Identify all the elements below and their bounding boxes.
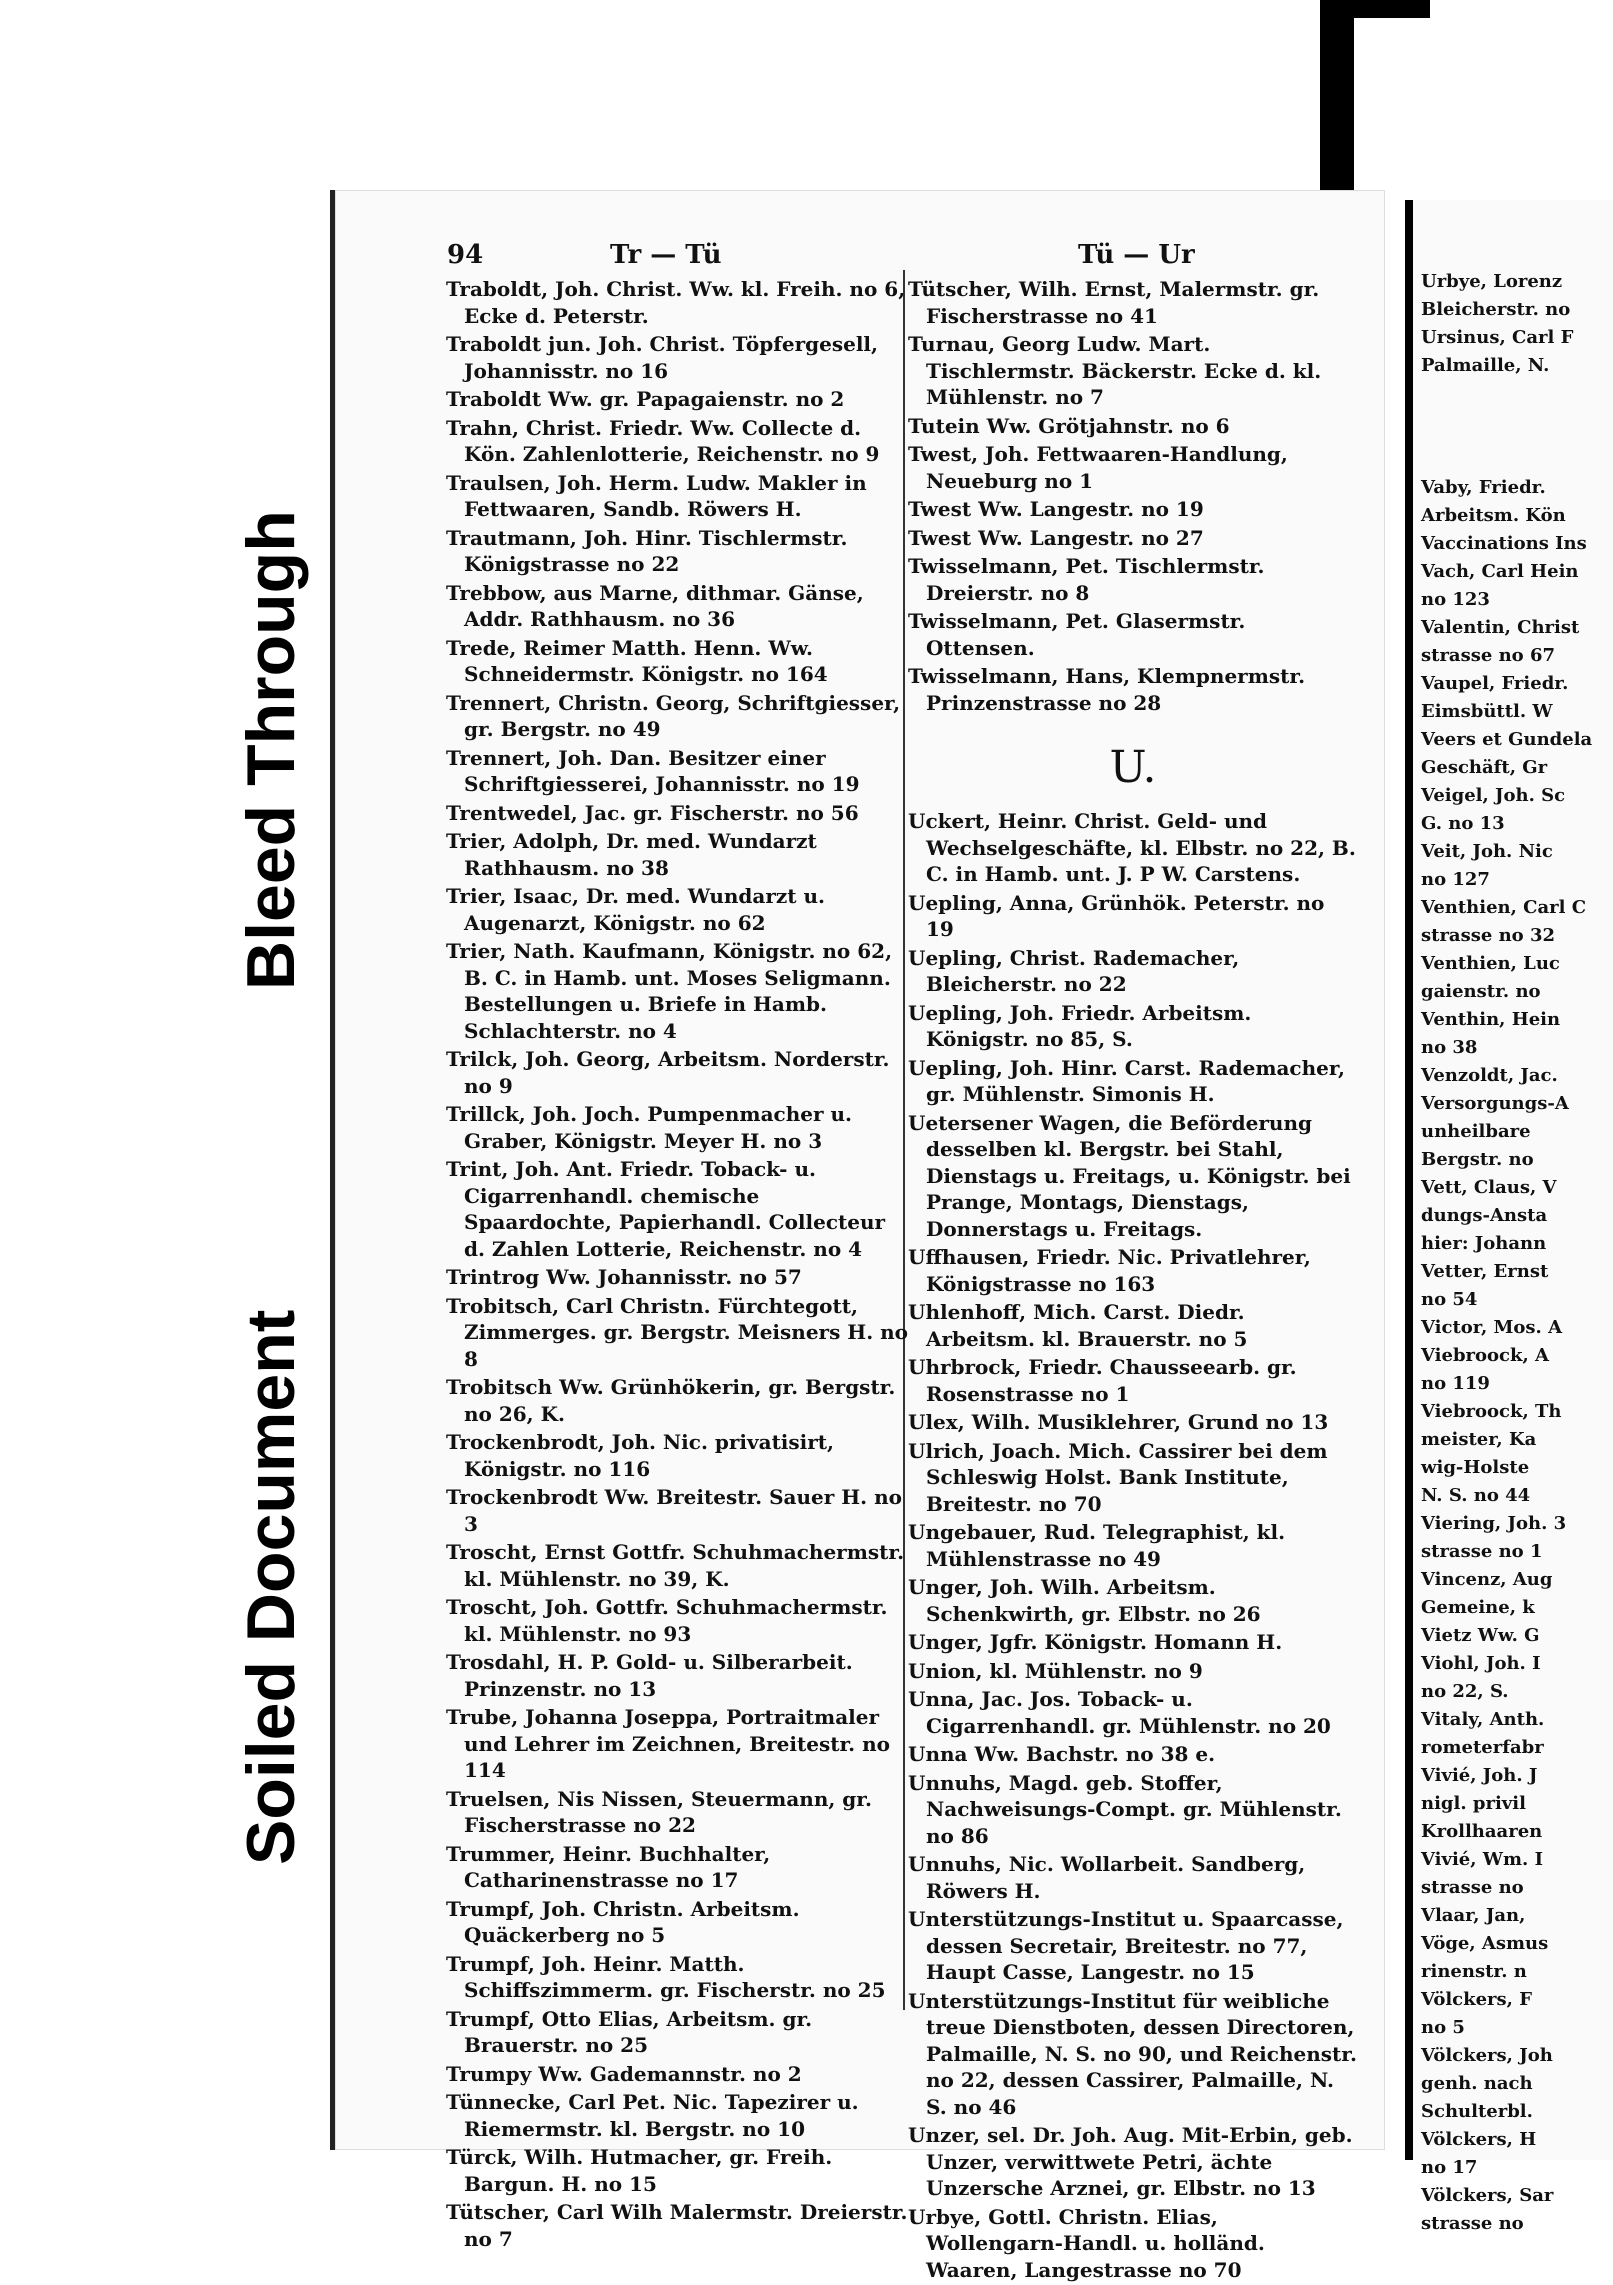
directory-entry-fragment: Palmaille, N. (1421, 355, 1550, 376)
directory-entry-fragment: strasse no 1 (1421, 1541, 1543, 1562)
directory-entry: Turnau, Georg Ludw. Mart. Tischlermstr. Bäckerstr. Ecke d. kl. Mühlenstr. no 7 (908, 332, 1322, 409)
directory-entry-fragment: Vlaar, Jan, (1421, 1905, 1526, 1926)
directory-entry-fragment: Viebroock, Th (1421, 1401, 1562, 1422)
directory-entry: Unger, Joh. Wilh. Arbeitsm. Schenkwirth, gr. Elbstr. no 26 (908, 1575, 1261, 1626)
directory-entry: Uhrbrock, Friedr. Chausseearb. gr. Rosenstrasse no 1 (908, 1355, 1297, 1406)
directory-entry-fragment: Völckers, Joh (1421, 2045, 1553, 2066)
directory-entry-fragment: strasse no (1421, 2213, 1524, 2234)
directory-entry-fragment: Venthien, Luc (1421, 953, 1560, 974)
directory-entry: Trede, Reimer Matth. Henn. Ww. Schneidermstr. Königstr. no 164 (446, 635, 828, 686)
directory-entry: Trobitsch, Carl Christn. Fürchtegott, Zimmerges. gr. Bergstr. Meisners H. no 8 (446, 1293, 909, 1371)
directory-entry-fragment: Viohl, Joh. I (1421, 1653, 1541, 1674)
directory-entry: Unnuhs, Nic. Wollarbeit. Sandberg, Röwers H. (908, 1852, 1306, 1903)
directory-entry: Tütscher, Carl Wilh Malermstr. Dreierstr. no 7 (446, 2200, 908, 2251)
middle-column (908, 276, 1358, 2285)
directory-entry: Trier, Isaac, Dr. med. Wundarzt u. Augenarzt, Königstr. no 62 (446, 884, 825, 935)
directory-entry: Trint, Joh. Ant. Friedr. Toback- u. Cigarrenhandl. chemische Spaardochte, Papierhandl. Collecteur d. Zahlen Lotterie, Reichenstr. no 4 (446, 1157, 886, 1261)
directory-entry: Trumpf, Otto Elias, Arbeitsm. gr. Brauerstr. no 25 (446, 2006, 813, 2057)
directory-entry: Trintrog Ww. Johannisstr. no 57 (446, 1265, 802, 1289)
directory-entry-fragment: Valentin, Christ (1421, 617, 1580, 638)
directory-entry: Trennert, Christn. Georg, Schriftgiesser, gr. Bergstr. no 49 (446, 690, 901, 741)
directory-entry: Unna Ww. Bachstr. no 38 e. (908, 1742, 1216, 1766)
directory-entry: Trier, Nath. Kaufmann, Königstr. no 62, B. C. in Hamb. unt. Moses Seligmann. Bestellungen u. Briefe in Hamb. Schlachterstr. no 4 (446, 939, 893, 1043)
directory-entry-fragment: nigl. privil (1421, 1793, 1526, 1814)
directory-entry-fragment: Geschäft, Gr (1421, 757, 1548, 778)
directory-entry-fragment: Vach, Carl Hein (1421, 561, 1579, 582)
directory-entry: Twisselmann, Pet. Glasermstr. Ottensen. (908, 609, 1246, 660)
directory-entry: Unnuhs, Magd. geb. Stoffer, Nachweisungs-Compt. gr. Mühlenstr. no 86 (908, 1770, 1342, 1848)
directory-entry: Unterstützungs-Institut u. Spaarcasse, dessen Secretair, Breitestr. no 77, Haupt Casse, Langestr. no 15 (908, 1907, 1344, 1984)
top-binding-block (1335, 0, 1430, 18)
directory-entry: Traboldt, Joh. Christ. Ww. kl. Freih. no 6, Ecke d. Peterstr. (446, 277, 906, 328)
directory-entry-fragment: Völckers, F (1421, 1989, 1532, 2010)
directory-entry-fragment: unheilbare (1421, 1121, 1531, 1142)
directory-entry: Trockenbrodt Ww. Breitestr. Sauer H. no 3 (446, 1485, 902, 1536)
directory-entry: Trillck, Joh. Joch. Pumpenmacher u. Graber, Königstr. Meyer H. no 3 (446, 1102, 852, 1153)
directory-entry-fragment: Vetter, Ernst (1421, 1261, 1549, 1282)
directory-entry-fragment: no 123 (1421, 589, 1490, 610)
directory-entry: Trockenbrodt, Joh. Nic. privatisirt, Königstr. no 116 (446, 1430, 834, 1481)
directory-entry: Uckert, Heinr. Christ. Geld- und Wechselgeschäfte, kl. Elbstr. no 22, B. C. in Hamb. unt. J. P W. Carstens. (908, 809, 1356, 886)
directory-entry: Uepling, Joh. Hinr. Carst. Rademacher, gr. Mühlenstr. Simonis H. (908, 1055, 1345, 1106)
directory-entry-fragment: strasse no (1421, 1877, 1524, 1898)
directory-entry: Türck, Wilh. Hutmacher, gr. Freih. Bargun. H. no 15 (446, 2145, 833, 2196)
directory-entry-fragment: Vaby, Friedr. (1421, 477, 1546, 498)
soiled-document-label: Soiled Document (233, 1309, 309, 1865)
directory-entry-fragment: Veit, Joh. Nic (1421, 841, 1553, 862)
directory-entry-fragment: rinenstr. n (1421, 1961, 1527, 1982)
directory-entry: Trube, Johanna Joseppa, Portraitmaler und Lehrer im Zeichnen, Breitestr. no 114 (446, 1705, 890, 1782)
directory-entry: Twest, Joh. Fettwaaren-Handlung, Neueburg no 1 (908, 442, 1288, 493)
directory-entry: Trumpf, Joh. Christn. Arbeitsm. Quäckerberg no 5 (446, 1896, 800, 1947)
directory-entry: Trosdahl, H. P. Gold- u. Silberarbeit. Prinzenstr. no 13 (446, 1650, 853, 1701)
directory-entry-fragment: Veigel, Joh. Sc (1421, 785, 1566, 806)
directory-entry: Uepling, Christ. Rademacher, Bleicherstr. no 22 (908, 945, 1240, 996)
directory-entry: Unna, Jac. Jos. Toback- u. Cigarrenhandl. gr. Mühlenstr. no 20 (908, 1687, 1331, 1738)
directory-entry-fragment: dungs-Ansta (1421, 1205, 1548, 1226)
directory-entry: Urbye, Gottl. Christn. Elias, Wollengarn-Handl. u. holländ. Waaren, Langestrasse no 70 (908, 2204, 1265, 2282)
running-head-right: Tü — Ur (1078, 240, 1195, 270)
directory-entry: Ungebauer, Rud. Telegraphist, kl. Mühlenstrasse no 49 (908, 1520, 1286, 1571)
directory-entry-fragment: Vincenz, Aug (1421, 1569, 1553, 1590)
directory-entry-fragment: gaienstr. no (1421, 981, 1541, 1002)
directory-entry: Troscht, Ernst Gottfr. Schuhmachermstr. kl. Mühlenstr. no 39, K. (446, 1540, 905, 1591)
directory-entry: Uetersener Wagen, die Beförderung desselben kl. Bergstr. bei Stahl, Dienstags u. Freitags, u. Königstr. bei Prange, Montags, Dienstags, Donnerstags u. Freitags. (908, 1110, 1351, 1241)
directory-entry: Union, kl. Mühlenstr. no 9 (908, 1658, 1203, 1683)
directory-entry-fragment: Vaccinations Ins (1421, 533, 1587, 554)
directory-entry: Trahn, Christ. Friedr. Ww. Collecte d. Kön. Zahlenlotterie, Reichenstr. no 9 (446, 415, 880, 466)
directory-entry: Tütscher, Wilh. Ernst, Malermstr. gr. Fischerstrasse no 41 (908, 277, 1320, 328)
directory-entry-fragment: Völckers, Sar (1421, 2185, 1554, 2206)
directory-entry: Twest Ww. Langestr. no 19 (908, 497, 1204, 521)
facing-page (1405, 200, 1613, 2234)
directory-entry: Tünnecke, Carl Pet. Nic. Tapezirer u. Riemermstr. kl. Bergstr. no 10 (446, 2090, 859, 2141)
directory-entry: Unzer, sel. Dr. Joh. Aug. Mit-Erbin, geb. Unzer, verwittwete Petri, ächte Unzersche Arznei, gr. Elbstr. no 13 (908, 2123, 1353, 2200)
directory-entry-fragment: meister, Ka (1421, 1429, 1537, 1450)
directory-entry: Trumpy Ww. Gademannstr. no 2 (446, 2061, 802, 2086)
directory-entry-fragment: Vaupel, Friedr. (1421, 673, 1569, 694)
middle-column-part-a (908, 276, 1358, 716)
directory-entry: Trumpf, Joh. Heinr. Matth. Schiffszimmerm. gr. Fischerstr. no 25 (446, 1951, 886, 2002)
directory-entry-fragment: Bleicherstr. no (1421, 299, 1571, 320)
directory-entry-fragment: no 38 (1421, 1037, 1478, 1058)
directory-entry: Trautmann, Joh. Hinr. Tischlermstr. Königstrasse no 22 (446, 525, 848, 576)
directory-entry: Uepling, Joh. Friedr. Arbeitsm. Königstr. no 85, S. (908, 1000, 1252, 1051)
directory-entry: Ulrich, Joach. Mich. Cassirer bei dem Schleswig Holst. Bank Institute, Breitestr. no 70 (908, 1438, 1328, 1516)
page-number: 94 (447, 240, 484, 270)
directory-entry-fragment: no 119 (1421, 1373, 1490, 1394)
directory-entry-fragment: no 22, S. (1421, 1681, 1509, 1702)
directory-entry-fragment: Arbeitsm. Kön (1421, 505, 1566, 526)
directory-entry: Uffhausen, Friedr. Nic. Privatlehrer, Königstrasse no 163 (908, 1245, 1311, 1296)
directory-entry-fragment: N. S. no 44 (1421, 1485, 1531, 1506)
directory-entry-fragment: Venthin, Hein (1421, 1009, 1561, 1030)
directory-entry: Uepling, Anna, Grünhök. Peterstr. no 19 (908, 890, 1325, 941)
directory-entry: Trentwedel, Jac. gr. Fischerstr. no 56 (446, 800, 859, 825)
middle-column-part-b (908, 808, 1358, 2283)
directory-entry: Ulex, Wilh. Musiklehrer, Grund no 13 (908, 1410, 1329, 1434)
directory-entry: Twisselmann, Pet. Tischlermstr. Dreierstr. no 8 (908, 554, 1265, 605)
directory-entry-fragment: Vett, Claus, V (1421, 1177, 1557, 1198)
directory-entry-fragment: Venzoldt, Jac. (1421, 1065, 1558, 1086)
directory-entry-fragment: Viering, Joh. 3 (1421, 1513, 1567, 1534)
directory-entry-fragment: Schulterbl. (1421, 2101, 1533, 2122)
directory-entry-fragment: Versorgungs-A (1421, 1093, 1569, 1114)
directory-entry-fragment: Venthien, Carl C (1421, 897, 1587, 918)
directory-entry: Uhlenhoff, Mich. Carst. Diedr. Arbeitsm. kl. Brauerstr. no 5 (908, 1300, 1248, 1351)
directory-entry-fragment: Vitaly, Anth. (1421, 1709, 1545, 1730)
directory-entry-fragment: genh. nach (1421, 2073, 1533, 2094)
directory-entry: Trier, Adolph, Dr. med. Wundarzt Rathhausm. no 38 (446, 829, 817, 880)
directory-entry-fragment: Bergstr. no (1421, 1149, 1534, 1170)
bleed-through-label: Bleed Through (233, 510, 309, 990)
directory-entry: Tutein Ww. Grötjahnstr. no 6 (908, 413, 1230, 438)
directory-entry-fragment: Veers et Gundela (1421, 729, 1593, 750)
directory-entry-fragment: Völckers, H (1421, 2129, 1537, 2150)
directory-entry-fragment: Gemeine, k (1421, 1597, 1535, 1618)
directory-entry-fragment: strasse no 32 (1421, 925, 1555, 946)
directory-entry-fragment: no 17 (1421, 2157, 1478, 2178)
directory-entry-fragment: Ursinus, Carl F (1421, 327, 1574, 348)
directory-entry: Traboldt jun. Joh. Christ. Töpfergesell, Johannisstr. no 16 (446, 332, 878, 383)
directory-entry-fragment: Krollhaaren (1421, 1821, 1543, 1842)
directory-entry-fragment: strasse no 67 (1421, 645, 1555, 666)
directory-entry-fragment: rometerfabr (1421, 1737, 1544, 1758)
left-column (446, 276, 908, 2254)
directory-entry-fragment: no 54 (1421, 1289, 1478, 1310)
directory-entry-fragment: Urbye, Lorenz (1421, 271, 1563, 292)
directory-entry-fragment: G. no 13 (1421, 813, 1505, 834)
directory-entry: Unger, Jgfr. Königstr. Homann H. (908, 1630, 1283, 1654)
directory-entry: Traulsen, Joh. Herm. Ludw. Makler in Fettwaaren, Sandb. Röwers H. (446, 470, 867, 521)
directory-entry-fragment: Viebroock, A (1421, 1345, 1549, 1366)
section-letter: U. (1109, 742, 1157, 793)
directory-entry-fragment: Vivié, Joh. J (1421, 1765, 1538, 1786)
directory-entry-fragment: Vietz Ww. G (1421, 1625, 1540, 1646)
running-head-left: Tr — Tü (610, 240, 722, 270)
directory-entry-fragment: no 5 (1421, 2017, 1465, 2038)
directory-entry-fragment: hier: Johann (1421, 1233, 1547, 1254)
directory-entry-fragment: no 127 (1421, 869, 1490, 890)
directory-entry: Trummer, Heinr. Buchhalter, Catharinenstrasse no 17 (446, 1841, 771, 1892)
directory-entry: Unterstützungs-Institut für weibliche treue Dienstboten, dessen Directoren, Palmaille, N. S. no 90, und Reichenstr. no 22, dessen Cassirer, Palmaille, N. S. no 46 (908, 1988, 1357, 2119)
directory-entry: Twisselmann, Hans, Klempnermstr. Prinzenstrasse no 28 (908, 664, 1306, 715)
directory-entry-fragment: Vivié, Wm. I (1421, 1849, 1543, 1870)
directory-entry-fragment: Eimsbüttl. W (1421, 701, 1553, 722)
directory-entry: Traboldt Ww. gr. Papagaienstr. no 2 (446, 387, 845, 411)
directory-entry: Troscht, Joh. Gottfr. Schuhmachermstr. kl. Mühlenstr. no 93 (446, 1595, 888, 1646)
directory-entry: Truelsen, Nis Nissen, Steuermann, gr. Fischerstrasse no 22 (446, 1786, 872, 1837)
directory-entry-fragment: wig-Holste (1421, 1457, 1530, 1478)
directory-entry: Trilck, Joh. Georg, Arbeitsm. Norderstr. no 9 (446, 1047, 890, 1098)
directory-entry-fragment: Vöge, Asmus (1421, 1933, 1549, 1954)
right-column (1413, 270, 1613, 2240)
directory-entry: Trennert, Joh. Dan. Besitzer einer Schriftgiesserei, Johannisstr. no 19 (446, 745, 860, 796)
directory-entry: Trebbow, aus Marne, dithmar. Gänse, Addr. Rathhausm. no 36 (446, 580, 864, 631)
directory-entry-fragment: Victor, Mos. A (1421, 1317, 1563, 1338)
directory-entry-fragment (1413, 382, 1613, 472)
directory-entry: Trobitsch Ww. Grünhökerin, gr. Bergstr. no 26, K. (446, 1375, 896, 1426)
directory-entry: Twest Ww. Langestr. no 27 (908, 525, 1204, 550)
